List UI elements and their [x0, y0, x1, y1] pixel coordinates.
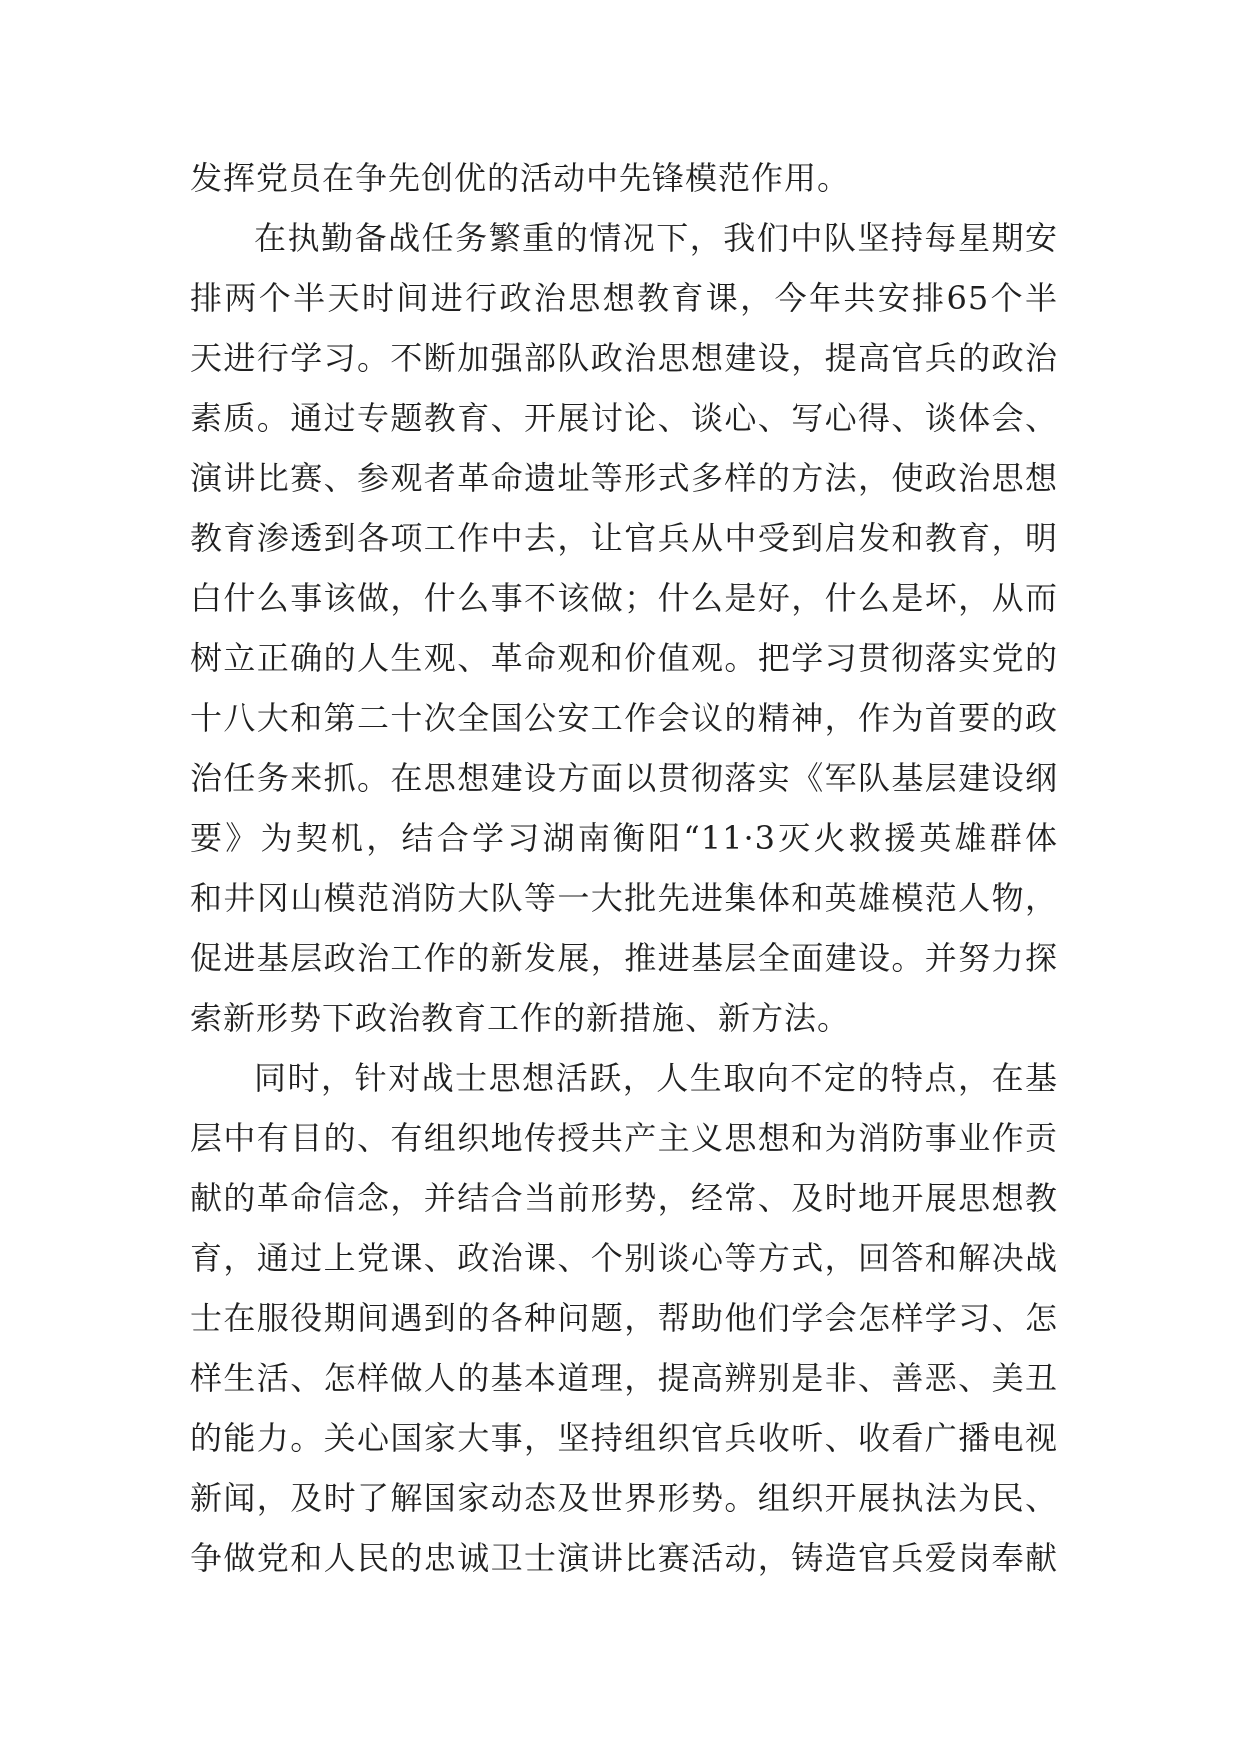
paragraph-2-line-14: 索新形势下政治教育工作的新措施、新方法。	[190, 999, 851, 1037]
paragraph-3-line-4: 育，通过上党课、政治课、个别谈心等方式，回答和解决战	[190, 1239, 1058, 1277]
paragraph-2-line-6: 教育渗透到各项工作中去，让官兵从中受到启发和教育，明	[190, 519, 1058, 557]
paragraph-3-line-1: 同时，针对战士思想活跃，人生取向不定的特点，在基	[254, 1059, 1058, 1097]
paragraph-3-line-5: 士在服役期间遇到的各种问题，帮助他们学会怎样学习、怎	[190, 1299, 1058, 1337]
paragraph-2-line-4: 素质。通过专题教育、开展讨论、谈心、写心得、谈体会、	[190, 399, 1058, 437]
paragraph-2-line-11: 要》为契机，结合学习湖南衡阳“11·3灭火救援英雄群体	[190, 819, 1058, 857]
paragraph-2-line-12: 和井冈山模范消防大队等一大批先进集体和英雄模范人物，	[190, 879, 1058, 917]
paragraph-2-line-9: 十八大和第二十次全国公安工作会议的精神，作为首要的政	[190, 699, 1058, 737]
document-body	[190, 148, 1058, 1588]
paragraph-3-line-2: 层中有目的、有组织地传授共产主义思想和为消防事业作贡	[190, 1119, 1058, 1157]
paragraph-2-line-2: 排两个半天时间进行政治思想教育课，今年共安排65个半	[190, 279, 1058, 317]
paragraph-3-line-8: 新闻，及时了解国家动态及世界形势。组织开展执法为民、	[190, 1479, 1058, 1517]
paragraph-2-line-10: 治任务来抓。在思想建设方面以贯彻落实《军队基层建设纲	[190, 759, 1058, 797]
paragraph-2-line-7: 白什么事该做，什么事不该做；什么是好，什么是坏，从而	[190, 579, 1058, 617]
paragraph-3-line-6: 样生活、怎样做人的基本道理，提高辨别是非、善恶、美丑	[190, 1359, 1058, 1397]
paragraph-2-line-8: 树立正确的人生观、革命观和价值观。把学习贯彻落实党的	[190, 639, 1058, 677]
paragraph-3-line-7: 的能力。关心国家大事，坚持组织官兵收听、收看广播电视	[190, 1419, 1058, 1457]
paragraph-2-line-1: 在执勤备战任务繁重的情况下，我们中队坚持每星期安	[254, 219, 1058, 257]
paragraph-2-line-3: 天进行学习。不断加强部队政治思想建设，提高官兵的政治	[190, 339, 1058, 377]
paragraph-3-line-9: 争做党和人民的忠诚卫士演讲比赛活动，铸造官兵爱岗奉献	[190, 1539, 1058, 1577]
paragraph-2-line-13: 促进基层政治工作的新发展，推进基层全面建设。并努力探	[190, 939, 1058, 977]
paragraph-1-line-1: 发挥党员在争先创优的活动中先锋模范作用。	[190, 159, 851, 197]
paragraph-2-line-5: 演讲比赛、参观者革命遗址等形式多样的方法，使政治思想	[190, 459, 1058, 497]
paragraph-3-line-3: 献的革命信念，并结合当前形势，经常、及时地开展思想教	[190, 1179, 1058, 1217]
